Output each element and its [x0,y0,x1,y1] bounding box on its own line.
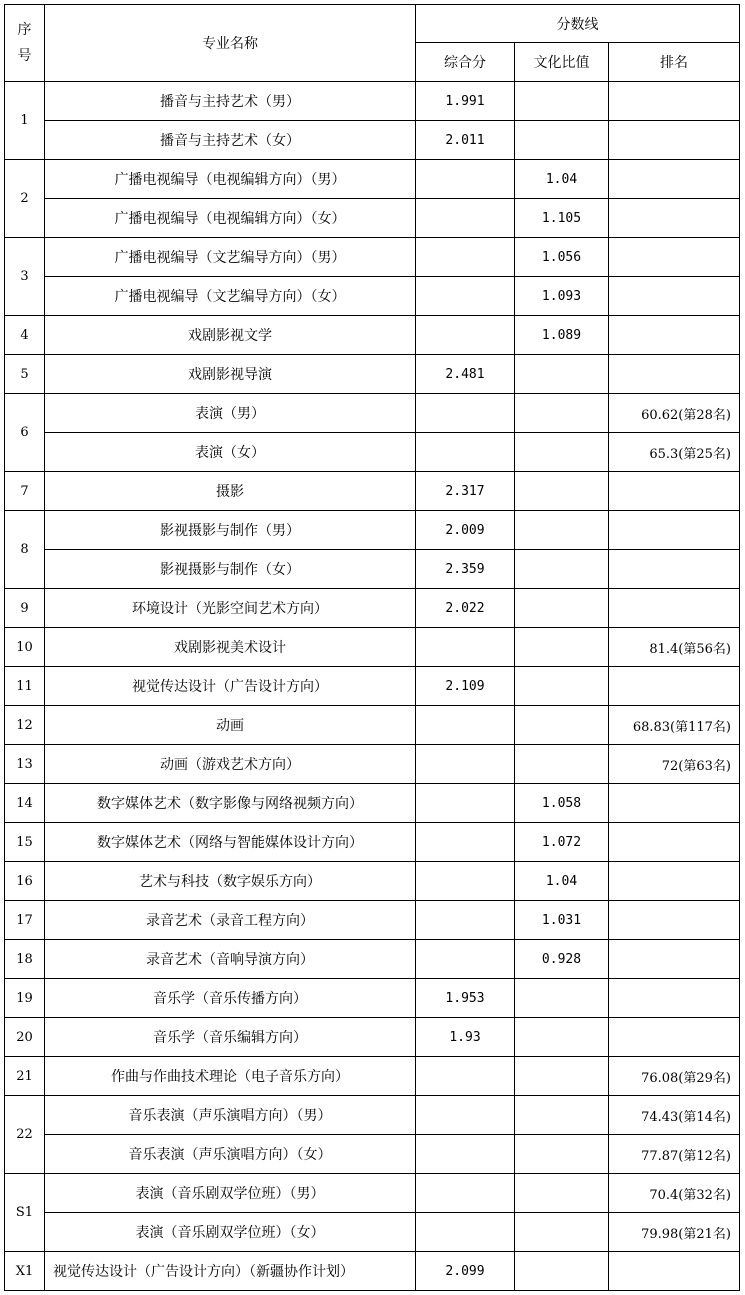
row-rank [609,121,740,160]
row-composite-score: 2.099 [416,1252,515,1291]
row-rank [609,901,740,940]
row-rank: 81.4(第56名) [609,628,740,667]
row-culture-ratio [515,1174,609,1213]
row-seq: 14 [5,784,45,823]
row-culture-ratio: 1.04 [515,160,609,199]
row-composite-score: 2.011 [416,121,515,160]
row-name: 摄影 [45,472,416,511]
row-rank [609,1252,740,1291]
row-seq: 9 [5,589,45,628]
table-row [5,433,740,472]
score-table [4,4,740,1291]
table-header [5,5,740,82]
row-rank [609,511,740,550]
row-culture-ratio: 1.089 [515,316,609,355]
row-rank [609,940,740,979]
header-name: 专业名称 [45,5,416,82]
row-culture-ratio [515,82,609,121]
row-composite-score [416,823,515,862]
row-rank [609,550,740,589]
row-culture-ratio [515,589,609,628]
row-name: 动画（游戏艺术方向） [45,745,416,784]
row-rank [609,823,740,862]
table-row [5,862,740,901]
row-composite-score [416,862,515,901]
row-seq: 19 [5,979,45,1018]
row-culture-ratio: 1.072 [515,823,609,862]
row-composite-score: 2.022 [416,589,515,628]
row-rank: 65.3(第25名) [609,433,740,472]
table-row [5,1057,740,1096]
row-composite-score: 1.93 [416,1018,515,1057]
table-row [5,1213,740,1252]
row-rank [609,979,740,1018]
row-culture-ratio [515,121,609,160]
row-composite-score [416,316,515,355]
row-rank: 74.43(第14名) [609,1096,740,1135]
header-seq-text: 序号 [17,22,32,64]
table-row [5,160,740,199]
table-row [5,238,740,277]
row-rank: 72(第63名) [609,745,740,784]
row-name: 广播电视编导（电视编辑方向）（女） [45,199,416,238]
row-rank [609,82,740,121]
row-culture-ratio [515,706,609,745]
row-composite-score [416,433,515,472]
row-culture-ratio [515,979,609,1018]
row-rank [609,472,740,511]
table-row [5,511,740,550]
row-composite-score [416,1213,515,1252]
row-culture-ratio [515,1135,609,1174]
row-name: 广播电视编导（电视编辑方向）（男） [45,160,416,199]
row-name: 戏剧影视导演 [45,355,416,394]
table-row [5,82,740,121]
row-composite-score [416,1174,515,1213]
row-seq: 18 [5,940,45,979]
row-composite-score [416,394,515,433]
row-rank [609,667,740,706]
row-seq: 4 [5,316,45,355]
table-row [5,979,740,1018]
table-row [5,589,740,628]
row-composite-score [416,199,515,238]
row-culture-ratio: 0.928 [515,940,609,979]
row-culture-ratio [515,1252,609,1291]
row-culture-ratio [515,472,609,511]
row-seq: 6 [5,394,45,472]
row-rank [609,277,740,316]
row-seq: 11 [5,667,45,706]
row-culture-ratio [515,355,609,394]
row-name: 播音与主持艺术（女） [45,121,416,160]
table-row [5,940,740,979]
row-name: 表演（音乐剧双学位班）（女） [45,1213,416,1252]
table-row [5,706,740,745]
score-table-container [4,4,740,1291]
table-row [5,745,740,784]
row-seq: 10 [5,628,45,667]
row-culture-ratio: 1.056 [515,238,609,277]
row-seq: 7 [5,472,45,511]
row-name: 艺术与科技（数字娱乐方向） [45,862,416,901]
row-seq: 22 [5,1096,45,1174]
row-culture-ratio: 1.093 [515,277,609,316]
row-name: 表演（男） [45,394,416,433]
row-composite-score [416,901,515,940]
row-culture-ratio [515,511,609,550]
table-row [5,394,740,433]
row-culture-ratio: 1.031 [515,901,609,940]
row-name: 广播电视编导（文艺编导方向）（女） [45,277,416,316]
row-seq: 12 [5,706,45,745]
table-row [5,199,740,238]
row-seq: 2 [5,160,45,238]
row-seq: 1 [5,82,45,160]
table-body [5,82,740,1291]
row-seq: 21 [5,1057,45,1096]
row-name: 播音与主持艺术（男） [45,82,416,121]
row-seq: 8 [5,511,45,589]
row-composite-score [416,238,515,277]
row-name: 数字媒体艺术（网络与智能媒体设计方向） [45,823,416,862]
row-rank [609,784,740,823]
row-rank: 70.4(第32名) [609,1174,740,1213]
row-composite-score: 1.953 [416,979,515,1018]
row-rank [609,238,740,277]
row-rank: 77.87(第12名) [609,1135,740,1174]
table-row [5,316,740,355]
row-composite-score: 2.009 [416,511,515,550]
row-composite-score [416,745,515,784]
row-name: 表演（女） [45,433,416,472]
table-row [5,1174,740,1213]
row-name: 数字媒体艺术（数字影像与网络视频方向） [45,784,416,823]
row-name: 音乐学（音乐编辑方向） [45,1018,416,1057]
row-rank [609,1018,740,1057]
row-name: 作曲与作曲技术理论（电子音乐方向） [45,1057,416,1096]
row-culture-ratio [515,745,609,784]
row-rank [609,316,740,355]
row-culture-ratio [515,1018,609,1057]
table-row [5,121,740,160]
row-culture-ratio: 1.105 [515,199,609,238]
row-rank: 79.98(第21名) [609,1213,740,1252]
row-seq: X1 [5,1252,45,1291]
row-name: 录音艺术（录音工程方向） [45,901,416,940]
table-row [5,823,740,862]
row-name: 影视摄影与制作（男） [45,511,416,550]
row-culture-ratio: 1.058 [515,784,609,823]
row-rank [609,862,740,901]
row-name: 录音艺术（音响导演方向） [45,940,416,979]
row-composite-score [416,1096,515,1135]
row-composite-score: 2.317 [416,472,515,511]
row-seq: 16 [5,862,45,901]
row-composite-score: 2.359 [416,550,515,589]
row-name: 广播电视编导（文艺编导方向）（男） [45,238,416,277]
row-composite-score [416,277,515,316]
row-name: 视觉传达设计（广告设计方向）（新疆协作计划） [45,1252,416,1291]
row-composite-score [416,628,515,667]
row-composite-score [416,784,515,823]
row-seq: 15 [5,823,45,862]
row-culture-ratio [515,628,609,667]
row-name: 音乐表演（声乐演唱方向）（女） [45,1135,416,1174]
row-composite-score: 1.991 [416,82,515,121]
row-composite-score [416,160,515,199]
row-culture-ratio [515,1057,609,1096]
row-name: 音乐学（音乐传播方向） [45,979,416,1018]
row-composite-score: 2.109 [416,667,515,706]
table-row [5,667,740,706]
table-row [5,784,740,823]
row-rank: 60.62(第28名) [609,394,740,433]
row-rank [609,589,740,628]
row-composite-score [416,1135,515,1174]
row-composite-score [416,940,515,979]
header-seq [5,5,45,82]
table-row [5,901,740,940]
row-culture-ratio [515,433,609,472]
row-name: 视觉传达设计（广告设计方向） [45,667,416,706]
row-name: 表演（音乐剧双学位班）（男） [45,1174,416,1213]
table-row [5,1252,740,1291]
table-row [5,1018,740,1057]
row-rank: 76.08(第29名) [609,1057,740,1096]
header-composite: 综合分 [416,43,515,82]
header-rank: 排名 [609,43,740,82]
row-rank [609,160,740,199]
row-culture-ratio [515,550,609,589]
row-name: 戏剧影视美术设计 [45,628,416,667]
row-name: 戏剧影视文学 [45,316,416,355]
row-composite-score [416,1057,515,1096]
row-culture-ratio [515,394,609,433]
row-name: 环境设计（光影空间艺术方向） [45,589,416,628]
row-name: 动画 [45,706,416,745]
row-seq: S1 [5,1174,45,1252]
table-row [5,1096,740,1135]
row-name: 音乐表演（声乐演唱方向）（男） [45,1096,416,1135]
row-culture-ratio: 1.04 [515,862,609,901]
table-row [5,550,740,589]
row-seq: 13 [5,745,45,784]
row-rank [609,199,740,238]
table-row [5,1135,740,1174]
row-rank: 68.83(第117名) [609,706,740,745]
row-culture-ratio [515,1213,609,1252]
row-seq: 17 [5,901,45,940]
table-row [5,355,740,394]
table-row [5,628,740,667]
row-culture-ratio [515,1096,609,1135]
table-row [5,472,740,511]
row-seq: 20 [5,1018,45,1057]
table-row [5,277,740,316]
row-seq: 5 [5,355,45,394]
header-score-group: 分数线 [416,5,740,43]
row-seq: 3 [5,238,45,316]
row-rank [609,355,740,394]
row-composite-score [416,706,515,745]
row-composite-score: 2.481 [416,355,515,394]
row-culture-ratio [515,667,609,706]
header-culture-ratio: 文化比值 [515,43,609,82]
row-name: 影视摄影与制作（女） [45,550,416,589]
